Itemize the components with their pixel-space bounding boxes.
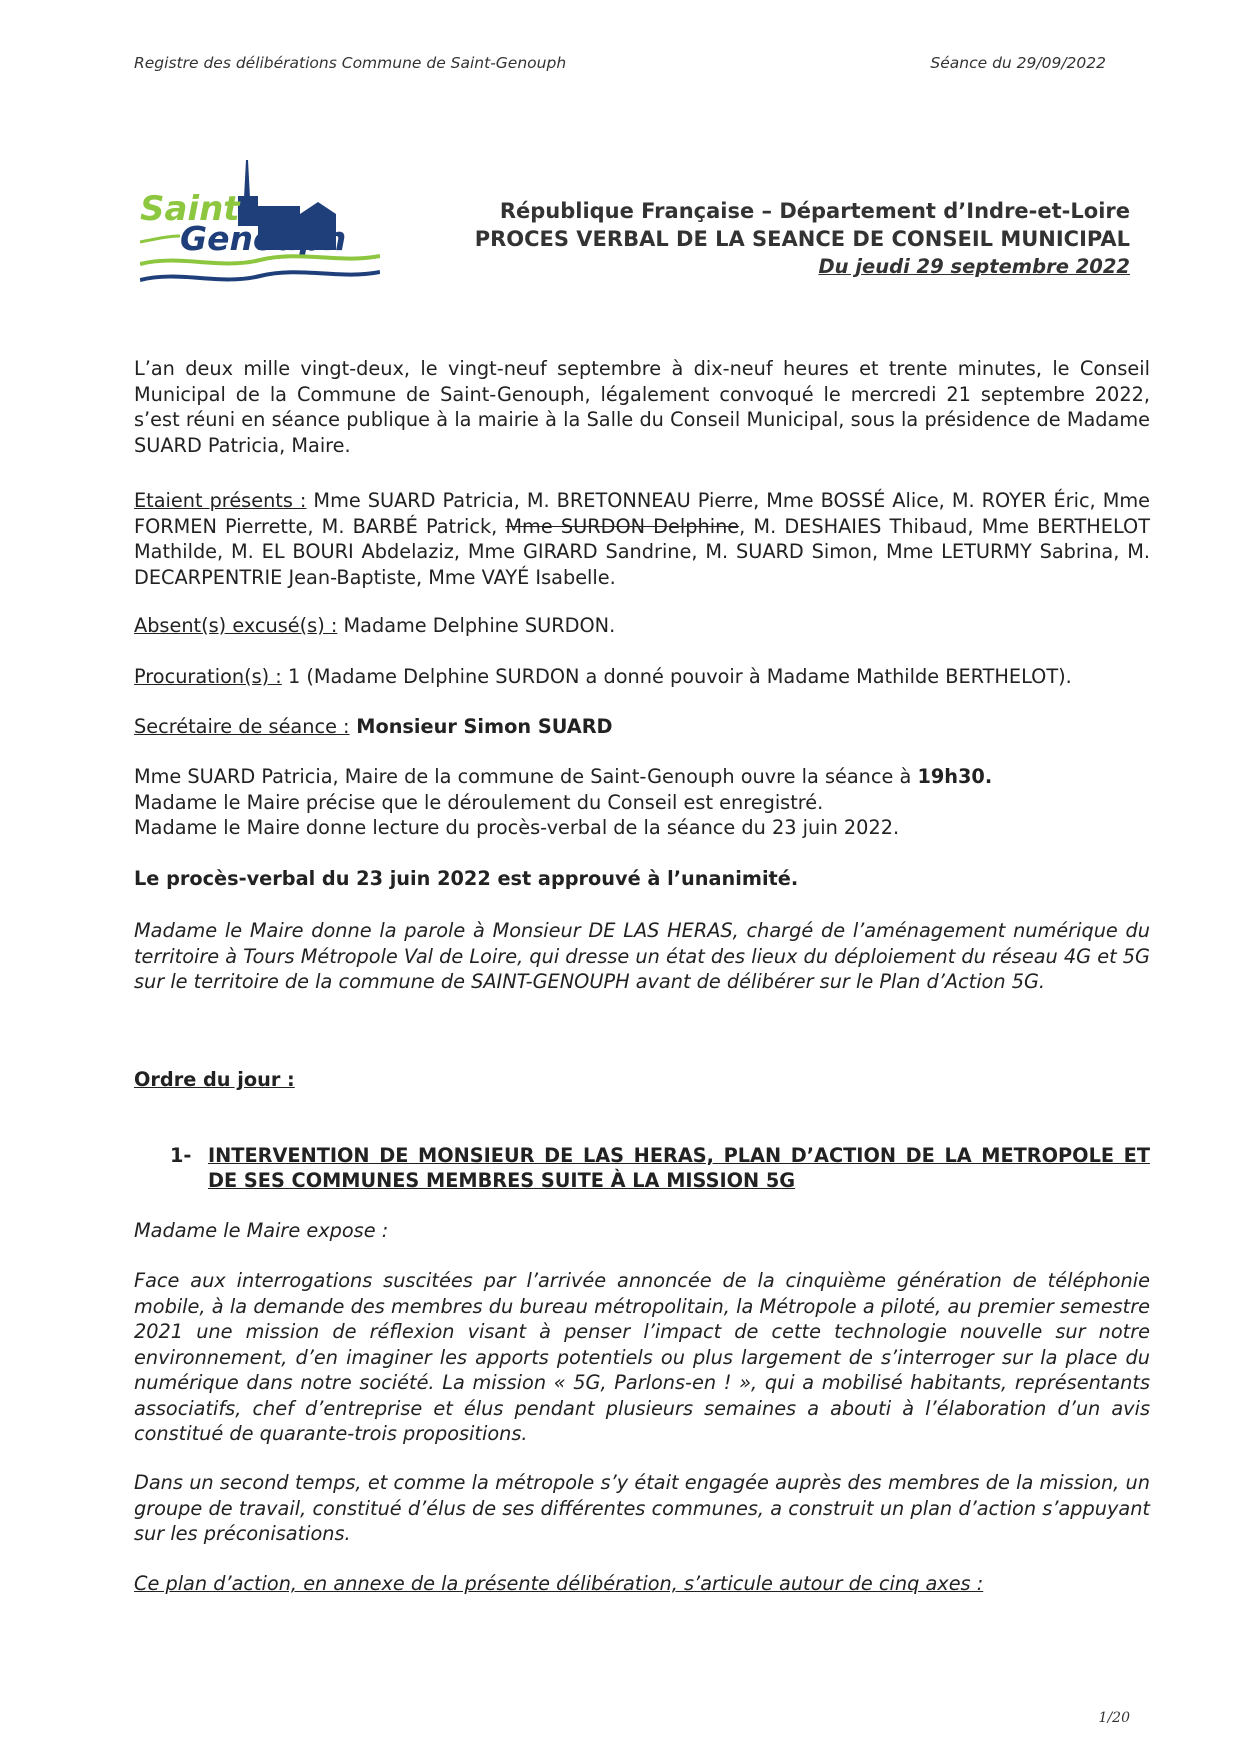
opening-line-1: Mme SUARD Patricia, Maire de la commune de Saint-Genouph ouvre la séance à [134,765,918,788]
struck-name: Mme SURDON Delphine [505,514,740,538]
procuration-text: 1 (Madame Delphine SURDON a donné pouvoir à Madame Mathilde BERTHELOT). [281,665,1072,688]
title-republique: République Française – Département d’Indre-et-Loire [499,199,1130,223]
page-number: 1/20 [1098,1710,1130,1726]
logo-wave [140,272,380,280]
second-paragraph: Dans un second temps, et comme la métropole s’y était engagée auprès des membres de la mission, un groupe de travail, constitué d’élus de ses différentes communes, a construit un plan d’action s’appuyant sur les préconisations. [134,1471,1150,1545]
approval-statement: Le procès-verbal du 23 juin 2022 est approuvé à l’unanimité. [134,867,799,890]
title-date: Du jeudi 29 septembre 2022 [818,255,1130,278]
logo-text-saint: Saint [140,189,240,229]
opening-paragraph [134,764,1150,841]
opening-time: 19h30. [917,765,993,788]
agenda-heading: Ordre du jour : [134,1068,295,1091]
agenda-item-number: 1- [170,1144,192,1167]
logo-text-genouph: Genouph [180,219,347,258]
secretaire-label: Secrétaire de séance : [134,715,350,738]
presents-list-start: Mme SUARD Patricia, M. BRETONNEAU Pierre, Mme BOSSÉ Alice, M. ROYER Éric, Mme FORMEN Pierrette, M. BARBÉ Patrick, [134,489,1150,538]
absents-text: Madame Delphine SURDON. [337,614,616,637]
register-title: Registre des délibérations Commune de Saint-Genouph [134,54,567,72]
document-title [475,197,1130,281]
absents-label: Absent(s) excusé(s) : [134,614,338,637]
title-proces-verbal: PROCES VERBAL DE LA SEANCE DE CONSEIL MUNICIPAL [474,227,1130,251]
procuration-label: Procuration(s) : [134,665,282,688]
presents-paragraph [134,488,1150,590]
logo-wave [140,236,180,242]
presents-list-end: , M. DESHAIES Thibaud, Mme BERTHELOT Mathilde, M. EL BOURI Abdelaziz, Mme GIRARD Sandrine, M. SUARD Simon, Mme LETURMY Sabrina, M. DECARPENTRIE Jean-Baptiste, Mme VAYÉ Isabelle. [134,514,1150,589]
expose-line: Madame le Maire expose : [134,1219,389,1242]
agenda-item-1 [170,1143,1150,1193]
agenda-item-title: INTERVENTION DE MONSIEUR DE LAS HERAS, PLAN D’ACTION DE LA METROPOLE ET DE SES COMMUNES MEMBRES SUITE À LA MISSION 5G [208,1144,1150,1192]
plan-paragraph: Ce plan d’action, en annexe de la présente délibération, s’articule autour de cinq axes : [134,1572,984,1595]
procuration-paragraph [134,664,1150,690]
intro-paragraph: L’an deux mille vingt-deux, le vingt-neuf septembre à dix-neuf heures et trente minutes, le Conseil Municipal de la Commune de Saint-Genouph, légalement convoqué le mercredi 21 septembre 2022, s’est réuni en séance publique à la mairie à la Salle du Conseil Municipal, sous la présidence de Madame SUARD Patricia, Maire. [134,357,1150,457]
secretaire-paragraph [134,714,1150,740]
opening-line-2: Madame le Maire précise que le déroulement du Conseil est enregistré. [134,790,824,814]
opening-line-3: Madame le Maire donne lecture du procès-verbal de la séance du 23 juin 2022. [134,816,900,839]
absents-paragraph [134,613,1150,639]
heras-paragraph: Madame le Maire donne la parole à Monsieur DE LAS HERAS, chargé de l’aménagement numérique du territoire à Tours Métropole Val de Loire, qui dresse un état des lieux du déploiement du réseau 4G et 5G sur le territoire de la commune de SAINT-GENOUPH avant de délibérer sur le Plan d’Action 5G. [134,919,1150,993]
saint-genouph-logo [140,160,380,290]
secretaire-name: Monsieur Simon SUARD [349,715,613,738]
presents-label: Etaient présents : [134,489,307,512]
session-date: Séance du 29/09/2022 [930,54,1106,72]
mission-paragraph: Face aux interrogations suscitées par l’arrivée annoncée de la cinquième génération de téléphonie mobile, à la demande des membres du bureau métropolitain, la Métropole a piloté, au premier semestre 2021 une mission de réflexion visant à penser l’impact de cette technologie nouvelle sur notre environnement, d’en imaginer les apports potentiels ou plus largement de s’interroger sur la place du numérique dans notre société. La mission « 5G, Parlons-en ! », qui a mobilisé habitants, représentants associatifs, chef d’entreprise et élus pendant plusieurs semaines a abouti à l’élaboration d’un avis constitué de quarante-trois propositions. [134,1269,1150,1445]
running-header [134,54,1106,78]
